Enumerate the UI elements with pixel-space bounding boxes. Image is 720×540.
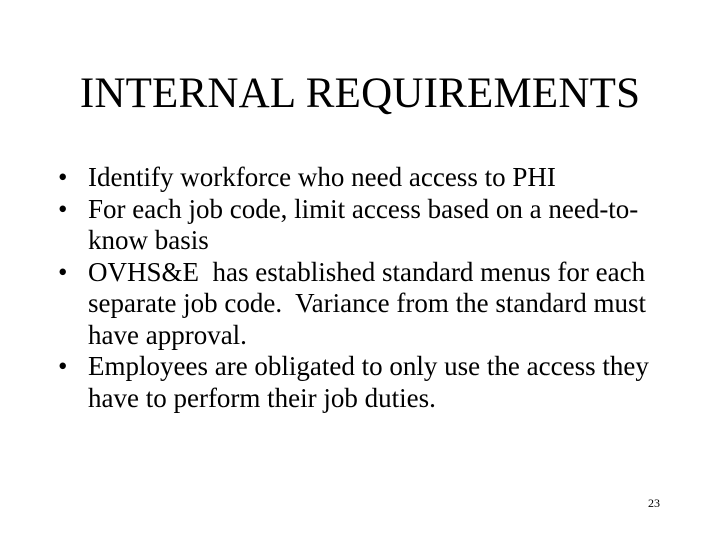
bullet-icon: • xyxy=(58,162,68,192)
bullet-icon: • xyxy=(58,256,68,287)
bullet-item-workforce xyxy=(58,162,698,194)
bullet-text: OVHS&E has established standard menus for each separate job code. Variance from the standard must have approval. xyxy=(88,256,653,350)
bullet-icon: • xyxy=(58,193,68,224)
bullet-list xyxy=(58,162,698,414)
bullet-icon: • xyxy=(58,351,68,381)
bullet-text: Identify workforce who need access to PHI xyxy=(88,162,556,192)
bullet-item-job-code xyxy=(58,194,698,257)
slide-title: INTERNAL REQUIREMENTS xyxy=(79,70,641,117)
page-number: 23 xyxy=(648,496,660,510)
bullet-item-standard-menus xyxy=(58,257,698,352)
bullet-item-employees xyxy=(58,351,698,414)
bullet-text: For each job code, limit access based on a need-to-know basis xyxy=(88,193,639,255)
bullet-text: Employees are obligated to only use the access they have to perform their job duties. xyxy=(88,351,649,413)
